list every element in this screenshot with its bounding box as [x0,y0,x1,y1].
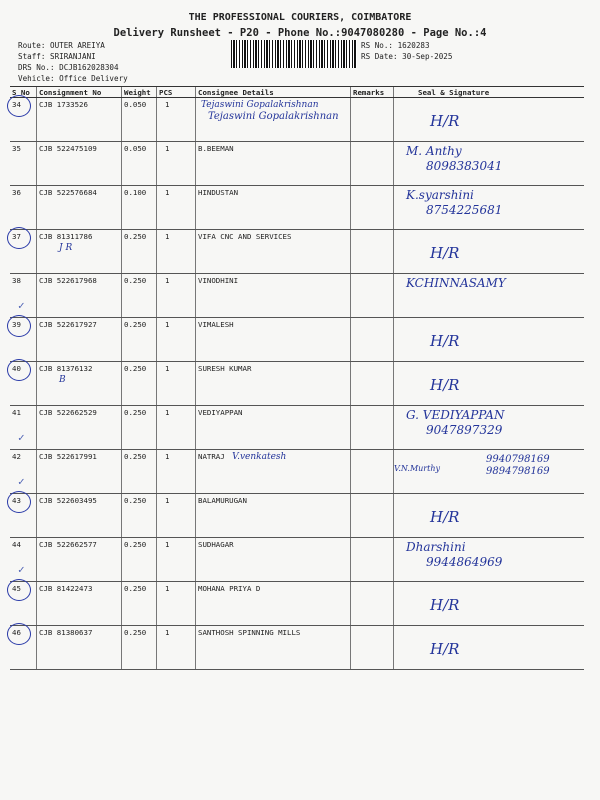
cell-weight: 0.250 [122,626,157,670]
serial-number-text: 42 [12,452,21,461]
consignment-number: CJB 81422473 [39,584,93,593]
cell-consignment [37,186,122,230]
cell-consignee [196,142,351,186]
col-sno: S No [10,87,37,98]
handwritten-name: Tejaswini Gopalakrishnan [201,100,319,110]
table-row [10,98,584,142]
consignment-number: CJB 81311786 [39,232,93,241]
cell-seal-signature [394,318,585,362]
consignment-number: CJB 522617927 [39,320,97,329]
cell-weight: 0.250 [122,274,157,318]
handwritten-note: J R [59,243,73,253]
signature-text: 9894798169 [486,466,550,477]
serial-number [12,188,21,197]
col-consignment: Consignment No [37,87,122,98]
cell-sno [10,362,37,406]
table-row [10,626,584,670]
cell-weight: 0.250 [122,230,157,274]
cell-sno [10,494,37,538]
col-pcs: PCS [157,87,196,98]
signature-text: H/R [430,640,460,658]
serial-number [12,232,21,241]
signature-text: M. Anthy [406,144,462,158]
cell-consignee [196,450,351,494]
cell-seal-signature [394,186,585,230]
signature-text: 9940798169 [486,454,550,465]
cell-remarks [351,274,394,318]
serial-number-text: 37 [12,232,21,241]
rs-number: RS No.: 1620283 [361,41,430,50]
cell-sno [10,538,37,582]
cell-sno [10,406,37,450]
consignee-name: SANTHOSH SPINNING MILLS [198,628,301,637]
meta-right [361,40,452,62]
serial-number-text: 34 [12,100,21,109]
runsheet-table [10,86,584,670]
check-mark-icon: ✓ [18,475,25,488]
cell-consignment [37,494,122,538]
check-mark-icon: ✓ [18,431,25,444]
cell-pcs: 1 [157,582,196,626]
cell-pcs: 1 [157,362,196,406]
serial-number [12,496,21,505]
cell-sno [10,450,37,494]
serial-number [12,540,21,549]
cell-pcs: 1 [157,142,196,186]
cell-weight: 0.100 [122,186,157,230]
signature-text: H/R [430,112,460,130]
signature-text: H/R [430,596,460,614]
consignee-name: BALAMURUGAN [198,496,247,505]
cell-pcs: 1 [157,274,196,318]
table-row [10,494,584,538]
cell-seal-signature [394,626,585,670]
cell-remarks [351,450,394,494]
cell-sno [10,186,37,230]
cell-seal-signature [394,494,585,538]
cell-seal-signature [394,450,585,494]
table-row [10,142,584,186]
table-row [10,318,584,362]
cell-pcs: 1 [157,494,196,538]
circle-mark-icon [7,579,31,601]
signature-area [396,584,582,624]
consignee-name: VIMALESH [198,320,234,329]
signature-area [396,408,582,448]
serial-number-text: 38 [12,276,21,285]
serial-number-text: 35 [12,144,21,153]
cell-consignee [196,538,351,582]
handwritten-note: B [59,375,66,385]
cell-sno [10,98,37,142]
signature-text: 9944864969 [426,555,503,569]
table-row [10,230,584,274]
table-row [10,186,584,230]
consignee-name: MOHANA PRIYA D [198,584,261,593]
signature-text: G. VEDIYAPPAN [406,408,505,422]
serial-number-text: 43 [12,496,21,505]
cell-weight: 0.250 [122,406,157,450]
cell-consignee [196,98,351,142]
serial-number [12,628,21,637]
cell-pcs: 1 [157,230,196,274]
cell-seal-signature [394,406,585,450]
consignee-name: NATRAJ [198,452,225,461]
cell-consignment [37,626,122,670]
cell-seal-signature [394,362,585,406]
cell-consignee [196,582,351,626]
table-row [10,450,584,494]
circle-mark-icon [7,315,31,337]
consignment-number: CJB 522603495 [39,496,97,505]
cell-consignee [196,494,351,538]
cell-remarks [351,362,394,406]
cell-consignment [37,230,122,274]
signature-area [396,320,582,360]
cell-remarks [351,142,394,186]
consignment-number: CJB 522617968 [39,276,97,285]
cell-weight: 0.250 [122,494,157,538]
table-body [10,98,584,670]
cell-pcs: 1 [157,626,196,670]
col-weight: Weight [122,87,157,98]
consignment-number: CJB 522662577 [39,540,97,549]
serial-number [12,276,21,285]
col-remarks: Remarks [351,87,394,98]
table-header-row [10,87,584,98]
cell-consignment [37,274,122,318]
signature-text: KCHINNASAMY [406,276,506,290]
cell-consignment [37,362,122,406]
signature-area [396,100,582,140]
cell-remarks [351,186,394,230]
signature-text: Dharshini [406,540,466,554]
check-mark-icon: ✓ [18,299,25,312]
cell-sno [10,230,37,274]
cell-consignee [196,230,351,274]
circle-mark-icon [7,623,31,645]
cell-remarks [351,98,394,142]
serial-number [12,364,21,373]
drs-number: DRS No.: DCJB162028304 [18,63,119,72]
vehicle: Vehicle: Office Delivery [18,74,128,83]
circle-mark-icon [7,491,31,513]
cell-consignee [196,406,351,450]
company-title: THE PROFESSIONAL COURIERS, COIMBATORE [188,12,412,23]
signature-area [396,452,582,492]
signature-text: H/R [430,508,460,526]
rs-date: RS Date: 30-Sep-2025 [361,52,453,61]
cell-consignment [37,406,122,450]
serial-number-text: 44 [12,540,21,549]
signature-area [396,188,582,228]
signature-text: V.N.Murthy [394,464,441,473]
consignee-name: B.BEEMAN [198,144,234,153]
table-row [10,538,584,582]
serial-number-text: 46 [12,628,21,637]
cell-sno [10,142,37,186]
signature-area [396,496,582,536]
cell-sno [10,626,37,670]
cell-consignee [196,186,351,230]
serial-number [12,144,21,153]
runsheet-subtitle: Delivery Runsheet - P20 - Phone No.:9047080280 - Page No.:4 [113,27,487,39]
route: Route: OUTER AREIYA [18,41,105,50]
cell-consignee [196,274,351,318]
cell-consignment [37,98,122,142]
cell-seal-signature [394,274,585,318]
serial-number-text: 39 [12,320,21,329]
circle-mark-icon [7,359,31,381]
circle-mark-icon [7,95,31,117]
signature-area [396,232,582,272]
col-seal-signature: Seal & Signature [394,87,585,98]
cell-seal-signature [394,230,585,274]
serial-number-text: 36 [12,188,21,197]
signature-text: 9047897329 [426,423,503,437]
cell-consignment [37,538,122,582]
serial-number [12,408,21,417]
cell-pcs: 1 [157,450,196,494]
table-row [10,362,584,406]
consignment-number: CJB 522475109 [39,144,97,153]
cell-remarks [351,582,394,626]
table-row [10,406,584,450]
cell-consignment [37,142,122,186]
serial-number [12,584,21,593]
consignment-number: CJB 81380637 [39,628,93,637]
cell-consignment [37,450,122,494]
cell-pcs: 1 [157,406,196,450]
cell-sno [10,274,37,318]
cell-remarks [351,318,394,362]
consignee-name: VEDIYAPPAN [198,408,243,417]
cell-seal-signature [394,582,585,626]
cell-pcs: 1 [157,318,196,362]
cell-consignee [196,362,351,406]
consignee-name: VINODHINI [198,276,239,285]
cell-sno [10,318,37,362]
serial-number-text: 40 [12,364,21,373]
signature-text: K.syarshini [406,188,474,202]
cell-seal-signature [394,538,585,582]
cell-weight: 0.250 [122,362,157,406]
cell-consignment [37,318,122,362]
cell-consignment [37,582,122,626]
staff: Staff: SRIRANJANI [18,52,96,61]
signature-text: H/R [430,244,460,262]
cell-remarks [351,494,394,538]
cell-weight: 0.250 [122,450,157,494]
cell-seal-signature [394,98,585,142]
consignment-number: CJB 522662529 [39,408,97,417]
consignee-name: VIFA CNC AND SERVICES [198,232,292,241]
table-row [10,582,584,626]
cell-weight: 0.250 [122,538,157,582]
signature-area [396,540,582,580]
signature-area [396,276,582,316]
handwritten-name: V.venkatesh [232,452,287,462]
consignee-name: SUDHAGAR [198,540,234,549]
meta-left [18,40,128,84]
cell-remarks [351,626,394,670]
cell-remarks [351,230,394,274]
cell-weight: 0.250 [122,582,157,626]
cell-consignee [196,318,351,362]
cell-weight: 0.250 [122,318,157,362]
cell-weight: 0.050 [122,98,157,142]
consignee-name: HINDUSTAN [198,188,239,197]
cell-remarks [351,538,394,582]
col-consignee: Consignee Details [196,87,351,98]
serial-number-text: 41 [12,408,21,417]
serial-number-text: 45 [12,584,21,593]
handwritten-name: Tejaswini Gopalakrishnan [208,111,339,122]
consignment-number: CJB 81376132 [39,364,93,373]
signature-text: H/R [430,376,460,394]
cell-consignee [196,626,351,670]
signature-text: 8098383041 [426,159,503,173]
cell-remarks [351,406,394,450]
consignment-number: CJB 522576684 [39,188,97,197]
cell-seal-signature [394,142,585,186]
serial-number [12,452,21,461]
consignee-name: SURESH KUMAR [198,364,252,373]
circle-mark-icon [7,227,31,249]
cell-pcs: 1 [157,98,196,142]
signature-text: 8754225681 [426,203,503,217]
cell-pcs: 1 [157,186,196,230]
signature-text: H/R [430,332,460,350]
cell-pcs: 1 [157,538,196,582]
serial-number [12,320,21,329]
signature-area [396,364,582,404]
signature-area [396,628,582,668]
table-row [10,274,584,318]
consignment-number: CJB 522617991 [39,452,97,461]
cell-sno [10,582,37,626]
barcode [231,40,357,68]
cell-weight: 0.050 [122,142,157,186]
consignment-number: CJB 1733526 [39,100,88,109]
check-mark-icon: ✓ [18,563,25,576]
signature-area [396,144,582,184]
serial-number [12,100,21,109]
